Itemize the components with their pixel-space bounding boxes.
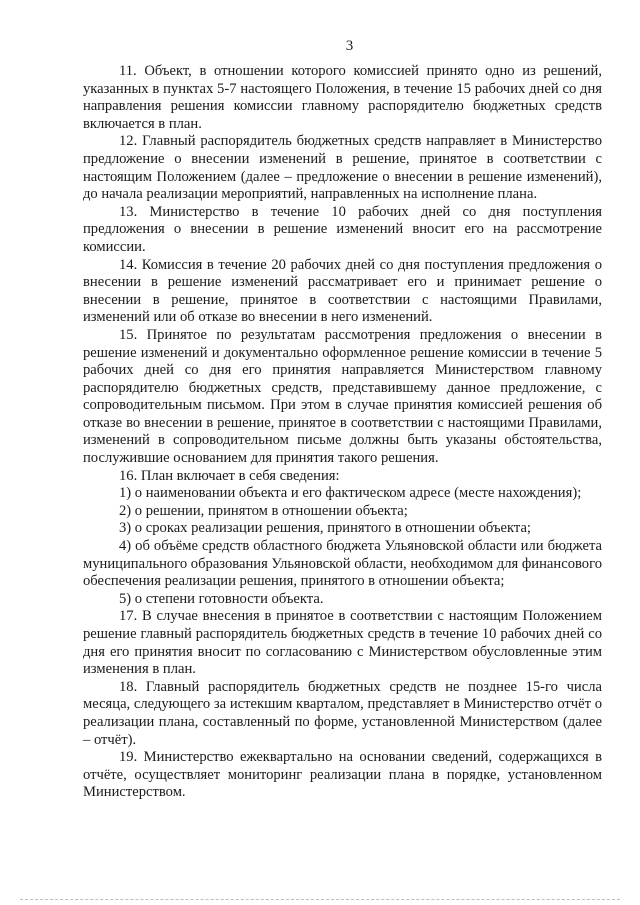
paragraph-19: 19. Министерство ежеквартально на основании сведений, содержащихся в отчёте, осуществляет мониторинг реализации плана в порядке, установленном Министерством. bbox=[83, 749, 602, 801]
paragraph-18: 18. Главный распорядитель бюджетных средств не позднее 15-го числа месяца, следующего за истекшим кварталом, представляет в Министерство отчёт о реализации плана, составленный по форме, установленной Министерством (далее – отчёт). bbox=[83, 678, 602, 748]
list-item-3: 3) о сроках реализации решения, принятого в отношении объекта; bbox=[119, 520, 531, 537]
list-item-5: 5) о степени готовности объекта. bbox=[119, 590, 324, 607]
scan-edge-line bbox=[20, 899, 620, 901]
paragraph-11: 11. Объект, в отношении которого комиссией принято одно из решений, указанных в пунктах 5-7 настоящего Положения, в течение 15 рабочих дней со дня направления решения комиссии главному распорядителю бюджетных средств включается в план. bbox=[83, 63, 602, 132]
paragraph-15: 15. Принятое по результатам рассмотрения предложения о внесении в решение изменений и документально оформленное решение комиссии в течение 5 рабочих дней со дня его принятия направляется Министерством главному распорядителю бюджетных средств, представившему данное предложение, с сопроводительным письмом. При этом в случае принятия комиссией решения об отказе во внесении в решение, принятое в соответствии с настоящими Правилами, изменений в сопроводительном письме должны быть указаны обстоятельства, послужившие основанием для принятия такого решения. bbox=[83, 326, 602, 467]
paragraph-13: 13. Министерство в течение 10 рабочих дней со дня поступления предложения о внесении в решение изменений вносит его на рассмотрение комиссии. bbox=[83, 203, 602, 255]
list-item-2: 2) о решении, принятом в отношении объекта; bbox=[119, 502, 408, 519]
paragraph-16: 16. План включает в себя сведения: bbox=[119, 467, 340, 484]
list-item-1: 1) о наименовании объекта и его фактическом адресе (месте нахождения); bbox=[119, 485, 582, 502]
paragraph-12: 12. Главный распорядитель бюджетных средств направляет в Министерство предложение о внесении изменений в решение, принятое в соответствии с настоящим Положением (далее – предложение о внесении в решение изменений), до начала реализации мероприятий, направленных на исполнение плана. bbox=[83, 133, 602, 203]
page-number: 3 bbox=[345, 38, 354, 54]
paragraph-17: 17. В случае внесения в принятое в соответствии с настоящим Положением решение главный распорядитель бюджетных средств в течение 10 рабочих дней со дня его принятия вносит по согласованию с Министерством обусловленные этим изменения в план. bbox=[83, 608, 602, 678]
paragraph-14: 14. Комиссия в течение 20 рабочих дней со дня поступления предложения о внесении в решение изменений рассматривает его и принимает решение о внесении в решение, принятое в соответствии с настоящими Правилами, изменений или об отказе во внесении в него изменений. bbox=[83, 256, 602, 326]
list-item-4: 4) об объёме средств областного бюджета Ульяновской области или бюджета муниципального образования Ульяновской области, необходимом для финансового обеспечения реализации решения, принятого в отношении объекта; bbox=[83, 538, 602, 590]
